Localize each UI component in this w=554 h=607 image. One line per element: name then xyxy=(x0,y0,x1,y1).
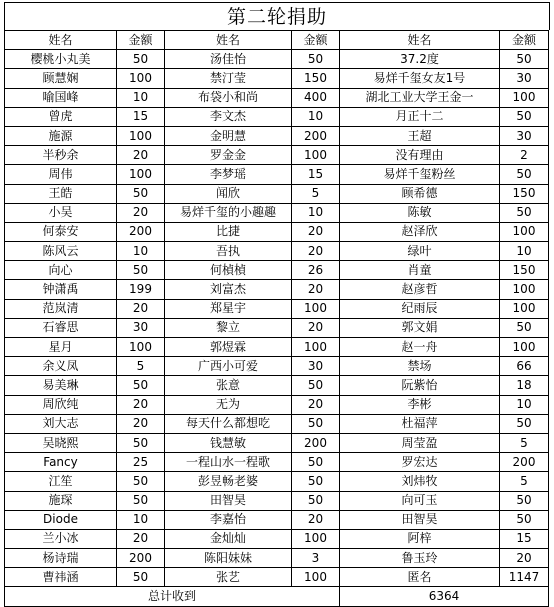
donation-amount-cell: 50 xyxy=(292,414,340,433)
header-cell-name: 姓名 xyxy=(340,31,500,50)
donation-amount-cell: 20 xyxy=(292,510,340,529)
table-row xyxy=(5,491,549,510)
table-row xyxy=(5,203,549,222)
donation-amount-cell: 15 xyxy=(500,529,549,548)
donor-name-cell: 小吴 xyxy=(5,203,117,222)
donor-name-cell: 吴晓熙 xyxy=(5,433,117,452)
donation-amount-cell: 10 xyxy=(292,107,340,126)
donation-amount-cell: 50 xyxy=(292,491,340,510)
table-row xyxy=(5,299,549,318)
donation-amount-cell: 50 xyxy=(500,107,549,126)
donation-amount-cell: 50 xyxy=(117,433,165,452)
donation-amount-cell: 200 xyxy=(500,453,549,472)
donation-amount-cell: 10 xyxy=(117,242,165,261)
donation-amount-cell: 200 xyxy=(117,549,165,568)
donation-amount-cell: 200 xyxy=(117,222,165,241)
donation-amount-cell: 3 xyxy=(292,549,340,568)
table-row xyxy=(5,126,549,145)
donor-name-cell: 曾虎 xyxy=(5,107,117,126)
donation-amount-cell: 100 xyxy=(117,126,165,145)
donor-name-cell: 余义凤 xyxy=(5,357,117,376)
donor-name-cell: 黎立 xyxy=(165,318,292,337)
donation-amount-cell: 50 xyxy=(117,472,165,491)
donor-name-cell: 陈阳妹妹 xyxy=(165,549,292,568)
donor-name-cell: 周欣纯 xyxy=(5,395,117,414)
donation-amount-cell: 100 xyxy=(500,280,549,299)
header-cell-name: 姓名 xyxy=(165,31,292,50)
table-row xyxy=(5,165,549,184)
donation-amount-cell: 50 xyxy=(500,318,549,337)
donation-amount-cell: 30 xyxy=(500,126,549,145)
table-row xyxy=(5,318,549,337)
donation-amount-cell: 5 xyxy=(500,472,549,491)
donation-amount-cell: 50 xyxy=(117,261,165,280)
donor-name-cell: 匿名 xyxy=(340,568,500,587)
donation-amount-cell: 150 xyxy=(292,69,340,88)
table-row xyxy=(5,357,549,376)
donation-amount-cell: 100 xyxy=(117,69,165,88)
table-row xyxy=(5,433,549,452)
donation-amount-cell: 20 xyxy=(292,242,340,261)
table-row xyxy=(5,69,549,88)
donation-amount-cell: 20 xyxy=(117,203,165,222)
table-row xyxy=(5,472,549,491)
header-cell-amount: 金额 xyxy=(292,31,340,50)
donor-name-cell: 钟潇禹 xyxy=(5,280,117,299)
donor-name-cell: 广西小可爱 xyxy=(165,357,292,376)
table-row xyxy=(5,453,549,472)
donation-amount-cell: 100 xyxy=(292,338,340,357)
donation-amount-cell: 30 xyxy=(117,318,165,337)
header-cell-amount: 金额 xyxy=(117,31,165,50)
donor-name-cell: Fancy xyxy=(5,453,117,472)
total-value: 6364 xyxy=(340,587,549,606)
donor-name-cell: 张意 xyxy=(165,376,292,395)
donation-amount-cell: 150 xyxy=(500,261,549,280)
donor-name-cell: 钱慧敏 xyxy=(165,433,292,452)
donor-name-cell: 田智昊 xyxy=(340,510,500,529)
donor-name-cell: 周伟 xyxy=(5,165,117,184)
donation-amount-cell: 50 xyxy=(117,50,165,69)
donor-name-cell: 李文杰 xyxy=(165,107,292,126)
donor-name-cell: 施源 xyxy=(5,126,117,145)
donation-amount-cell: 100 xyxy=(117,338,165,357)
donation-amount-cell: 100 xyxy=(292,146,340,165)
donation-amount-cell: 10 xyxy=(117,88,165,107)
donor-name-cell: 何泰安 xyxy=(5,222,117,241)
donation-table xyxy=(4,30,549,607)
donation-amount-cell: 100 xyxy=(117,165,165,184)
donor-name-cell: 李彬 xyxy=(340,395,500,414)
table-row xyxy=(5,146,549,165)
donation-amount-cell: 20 xyxy=(117,395,165,414)
donation-amount-cell: 20 xyxy=(117,299,165,318)
donor-name-cell: 顾希德 xyxy=(340,184,500,203)
donation-amount-cell: 15 xyxy=(117,107,165,126)
donor-name-cell: 向心 xyxy=(5,261,117,280)
donor-name-cell: 月正十二 xyxy=(340,107,500,126)
table-row xyxy=(5,222,549,241)
donor-name-cell: 陈风云 xyxy=(5,242,117,261)
donation-amount-cell: 30 xyxy=(500,69,549,88)
donation-amount-cell: 50 xyxy=(292,453,340,472)
donor-name-cell: 金灿灿 xyxy=(165,529,292,548)
header-cell-amount: 金额 xyxy=(500,31,549,50)
donation-amount-cell: 50 xyxy=(500,414,549,433)
donor-name-cell: 石睿思 xyxy=(5,318,117,337)
donation-amount-cell: 20 xyxy=(117,529,165,548)
donor-name-cell: 每天什么都想吃 xyxy=(165,414,292,433)
donation-amount-cell: 10 xyxy=(500,395,549,414)
donor-name-cell: 郭文娟 xyxy=(340,318,500,337)
donation-table-body xyxy=(5,31,549,607)
table-row xyxy=(5,88,549,107)
donation-amount-cell: 10 xyxy=(292,203,340,222)
donation-amount-cell: 100 xyxy=(500,299,549,318)
donor-name-cell: 布袋小和尚 xyxy=(165,88,292,107)
donation-amount-cell: 200 xyxy=(292,126,340,145)
table-row xyxy=(5,529,549,548)
donor-name-cell: 施琛 xyxy=(5,491,117,510)
donor-name-cell: 顾慧娴 xyxy=(5,69,117,88)
donor-name-cell: 易烊千玺的小趣趣 xyxy=(165,203,292,222)
donation-amount-cell: 50 xyxy=(117,568,165,587)
donation-amount-cell: 10 xyxy=(117,510,165,529)
donation-amount-cell: 200 xyxy=(292,433,340,452)
donation-amount-cell: 50 xyxy=(117,184,165,203)
donation-amount-cell: 50 xyxy=(292,376,340,395)
donor-name-cell: 没有理由 xyxy=(340,146,500,165)
donor-name-cell: 郭煜霖 xyxy=(165,338,292,357)
table-row xyxy=(5,50,549,69)
table-row xyxy=(5,376,549,395)
donor-name-cell: 星月 xyxy=(5,338,117,357)
table-row xyxy=(5,414,549,433)
donor-name-cell: 罗宏达 xyxy=(340,453,500,472)
table-row xyxy=(5,184,549,203)
donor-name-cell: 鲁玉玲 xyxy=(340,549,500,568)
donation-amount-cell: 199 xyxy=(117,280,165,299)
donation-amount-cell: 5 xyxy=(292,184,340,203)
donor-name-cell: 比捷 xyxy=(165,222,292,241)
donor-name-cell: 范岚清 xyxy=(5,299,117,318)
donor-name-cell: 无为 xyxy=(165,395,292,414)
donation-amount-cell: 100 xyxy=(292,529,340,548)
donation-amount-cell: 66 xyxy=(500,357,549,376)
total-label: 总计收到 xyxy=(5,587,340,606)
donor-name-cell: 绿叶 xyxy=(340,242,500,261)
donation-amount-cell: 400 xyxy=(292,88,340,107)
donor-name-cell: 半秒余 xyxy=(5,146,117,165)
donation-amount-cell: 20 xyxy=(292,222,340,241)
donor-name-cell: 陈敏 xyxy=(340,203,500,222)
donation-amount-cell: 15 xyxy=(292,165,340,184)
donor-name-cell: 杨诗瑞 xyxy=(5,549,117,568)
donation-amount-cell: 50 xyxy=(292,50,340,69)
header-row xyxy=(5,31,549,50)
donation-amount-cell: 20 xyxy=(292,395,340,414)
donation-amount-cell: 20 xyxy=(292,280,340,299)
donation-amount-cell: 10 xyxy=(500,242,549,261)
table-row xyxy=(5,261,549,280)
donor-name-cell: 田智昊 xyxy=(165,491,292,510)
header-cell-name: 姓名 xyxy=(5,31,117,50)
table-row xyxy=(5,280,549,299)
donor-name-cell: 彭昱畅老婆 xyxy=(165,472,292,491)
donor-name-cell: 何楨楨 xyxy=(165,261,292,280)
donor-name-cell: 喻国峰 xyxy=(5,88,117,107)
donor-name-cell: 闻欣 xyxy=(165,184,292,203)
donor-name-cell: 禁汀莹 xyxy=(165,69,292,88)
donor-name-cell: 王超 xyxy=(340,126,500,145)
donation-amount-cell: 50 xyxy=(500,50,549,69)
donation-amount-cell: 100 xyxy=(500,222,549,241)
donation-amount-cell: 50 xyxy=(500,203,549,222)
donation-amount-cell: 5 xyxy=(117,357,165,376)
donation-amount-cell: 18 xyxy=(500,376,549,395)
donor-name-cell: 易美琳 xyxy=(5,376,117,395)
table-row xyxy=(5,242,549,261)
donor-name-cell: 阮紫怡 xyxy=(340,376,500,395)
donor-name-cell: 李嘉怡 xyxy=(165,510,292,529)
donation-amount-cell: 50 xyxy=(500,491,549,510)
donation-amount-cell: 100 xyxy=(500,338,549,357)
donation-amount-cell: 50 xyxy=(117,491,165,510)
donor-name-cell: 肖童 xyxy=(340,261,500,280)
donation-amount-cell: 20 xyxy=(117,146,165,165)
donor-name-cell: 易烊千玺粉丝 xyxy=(340,165,500,184)
donor-name-cell: 曹祎涵 xyxy=(5,568,117,587)
donor-name-cell: 兰小冰 xyxy=(5,529,117,548)
donation-amount-cell: 50 xyxy=(292,472,340,491)
donation-amount-cell: 150 xyxy=(500,184,549,203)
table-row xyxy=(5,549,549,568)
donor-name-cell: 金明慧 xyxy=(165,126,292,145)
donor-name-cell: Diode xyxy=(5,510,117,529)
donor-name-cell: 郑星宇 xyxy=(165,299,292,318)
donor-name-cell: 刘富杰 xyxy=(165,280,292,299)
donor-name-cell: 刘炜牧 xyxy=(340,472,500,491)
total-row xyxy=(5,587,549,606)
donation-amount-cell: 1147 xyxy=(500,568,549,587)
table-row xyxy=(5,568,549,587)
sheet-title: 第二轮捐助 xyxy=(4,2,550,30)
donor-name-cell: 吾执 xyxy=(165,242,292,261)
donor-name-cell: 禁场 xyxy=(340,357,500,376)
donation-amount-cell: 20 xyxy=(500,549,549,568)
donor-name-cell: 纪雨辰 xyxy=(340,299,500,318)
donor-name-cell: 王皓 xyxy=(5,184,117,203)
donation-amount-cell: 100 xyxy=(500,88,549,107)
donor-name-cell: 李梦瑶 xyxy=(165,165,292,184)
donor-name-cell: 易烊千玺女友1号 xyxy=(340,69,500,88)
donation-amount-cell: 50 xyxy=(500,510,549,529)
donor-name-cell: 周莹盈 xyxy=(340,433,500,452)
donor-name-cell: 罗金金 xyxy=(165,146,292,165)
donor-name-cell: 赵泽欣 xyxy=(340,222,500,241)
table-row xyxy=(5,338,549,357)
table-row xyxy=(5,395,549,414)
donor-name-cell: 汤佳怡 xyxy=(165,50,292,69)
donor-name-cell: 阿梓 xyxy=(340,529,500,548)
donor-name-cell: 樱桃小丸美 xyxy=(5,50,117,69)
donation-amount-cell: 100 xyxy=(292,568,340,587)
donation-amount-cell: 26 xyxy=(292,261,340,280)
donation-amount-cell: 20 xyxy=(117,414,165,433)
donation-amount-cell: 5 xyxy=(500,433,549,452)
table-row xyxy=(5,510,549,529)
donation-amount-cell: 20 xyxy=(292,318,340,337)
donation-amount-cell: 50 xyxy=(117,376,165,395)
donor-name-cell: 张艺 xyxy=(165,568,292,587)
donor-name-cell: 江笙 xyxy=(5,472,117,491)
donation-amount-cell: 30 xyxy=(292,357,340,376)
donation-amount-cell: 2 xyxy=(500,146,549,165)
donor-name-cell: 湖北工业大学王金一 xyxy=(340,88,500,107)
donor-name-cell: 杜福萍 xyxy=(340,414,500,433)
donor-name-cell: 赵彦哲 xyxy=(340,280,500,299)
donor-name-cell: 刘大志 xyxy=(5,414,117,433)
donation-amount-cell: 50 xyxy=(500,165,549,184)
donor-name-cell: 一程山水一程歌 xyxy=(165,453,292,472)
donor-name-cell: 37.2度 xyxy=(340,50,500,69)
donor-name-cell: 赵一舟 xyxy=(340,338,500,357)
donation-amount-cell: 100 xyxy=(292,299,340,318)
donation-amount-cell: 25 xyxy=(117,453,165,472)
donor-name-cell: 向可玉 xyxy=(340,491,500,510)
table-row xyxy=(5,107,549,126)
